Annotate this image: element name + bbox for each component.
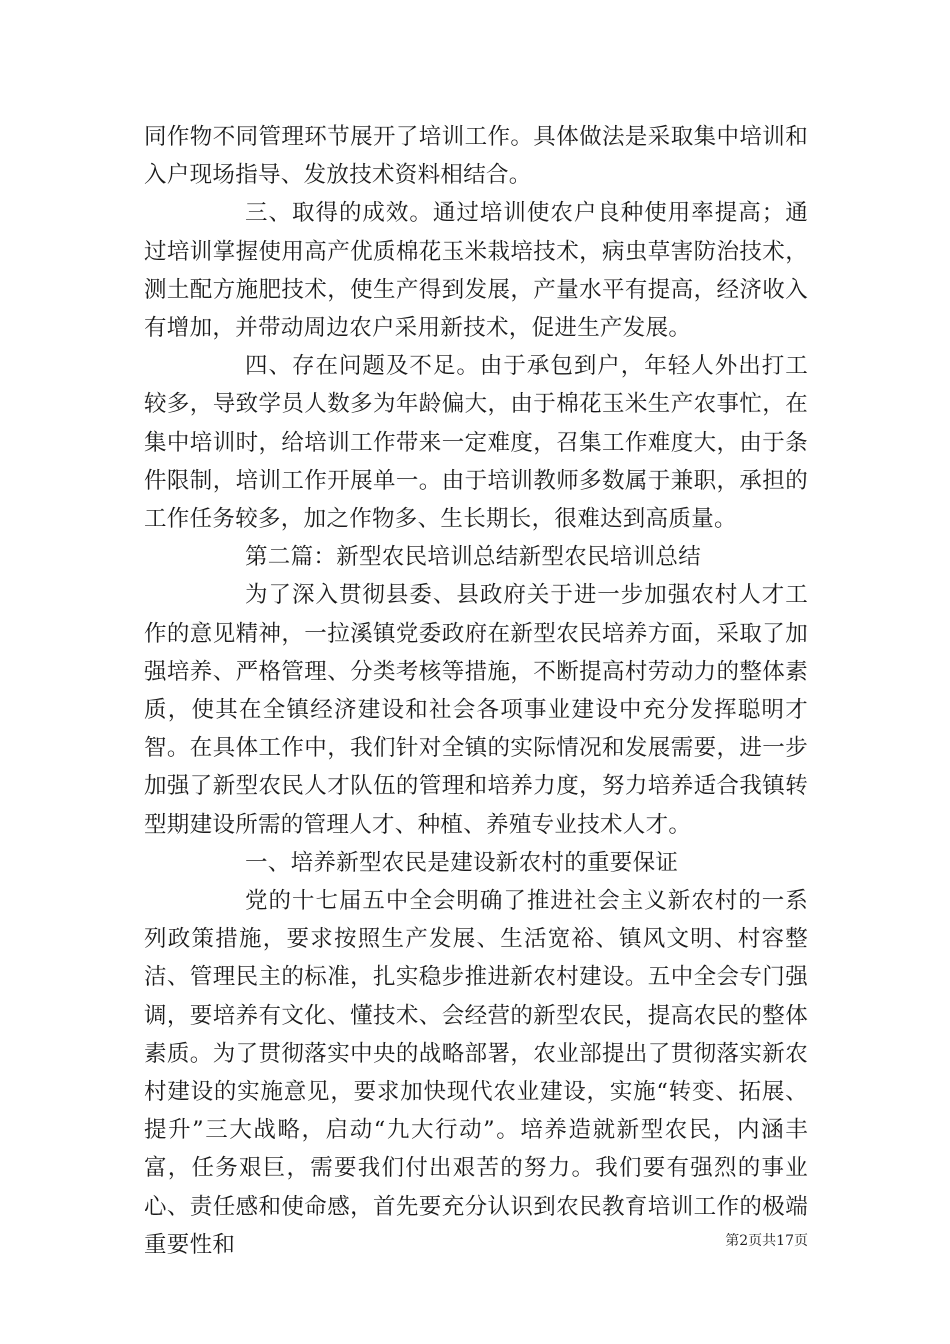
document-body [144, 118, 808, 1264]
paragraph-1: 同作物不同管理环节展开了培训工作。具体做法是采取集中培训和入户现场指导、发放技术资料相结合。 [144, 124, 808, 189]
page-number-footer: 第2页共17页 [725, 1233, 808, 1249]
paragraph-5: 为了深入贯彻县委、县政府关于进一步加强农村人才工作的意见精神，一拉溪镇党委政府在新型农民培养方面，采取了加强培养、严格管理、分类考核等措施，不断提高村劳动力的整体素质，使其在全镇经济建设和社会各项事业建设中充分发挥聪明才智。在具体工作中，我们针对全镇的实际情况和发展需要，进一步加强了新型农民人才队伍的管理和培养力度，努力培养适合我镇转型期建设所需的管理人才、种植、养殖专业技术人才。 [144, 582, 808, 838]
section-heading-one: 一、培养新型农民是建设新农村的重要保证 [245, 849, 679, 876]
paragraph-2: 三、取得的成效。通过培训使农户良种使用率提高；通过培训掌握使用高产优质棉花玉米栽培技术，病虫草害防治技术，测土配方施肥技术，使生产得到发展，产量水平有提高，经济收入有增加，并带动周边农户采用新技术，促进生产发展。 [144, 200, 808, 342]
section-heading-part-two: 第二篇：新型农民培训总结新型农民培训总结 [245, 544, 702, 571]
paragraph-7: 党的十七届五中全会明确了推进社会主义新农村的一系列政策措施，要求按照生产发展、生活宽裕、镇风文明、村容整洁、管理民主的标准，扎实稳步推进新农村建设。五中全会专门强调，要培养有文化、懂技术、会经营的新型农民，提高农民的整体素质。为了贯彻落实中央的战略部署，农业部提出了贯彻落实新农村建设的实施意见，要求加快现代农业建设，实施“转变、拓展、提升”三大战略，启动“九大行动”。培养造就新型农民，内涵丰富，任务艰巨，需要我们付出艰苦的努力。我们要有强烈的事业心、责任感和使命感，首先要充分认识到农民教育培训工作的极端重要性和 [144, 888, 808, 1258]
paragraph-3: 四、存在问题及不足。由于承包到户，年轻人外出打工较多，导致学员人数多为年龄偏大，由于棉花玉米生产农事忙，在集中培训时，给培训工作带来一定难度，召集工作难度大，由于条件限制，培训工作开展单一。由于培训教师多数属于兼职，承担的工作任务较多，加之作物多、生长期长，很难达到高质量。 [144, 353, 808, 533]
